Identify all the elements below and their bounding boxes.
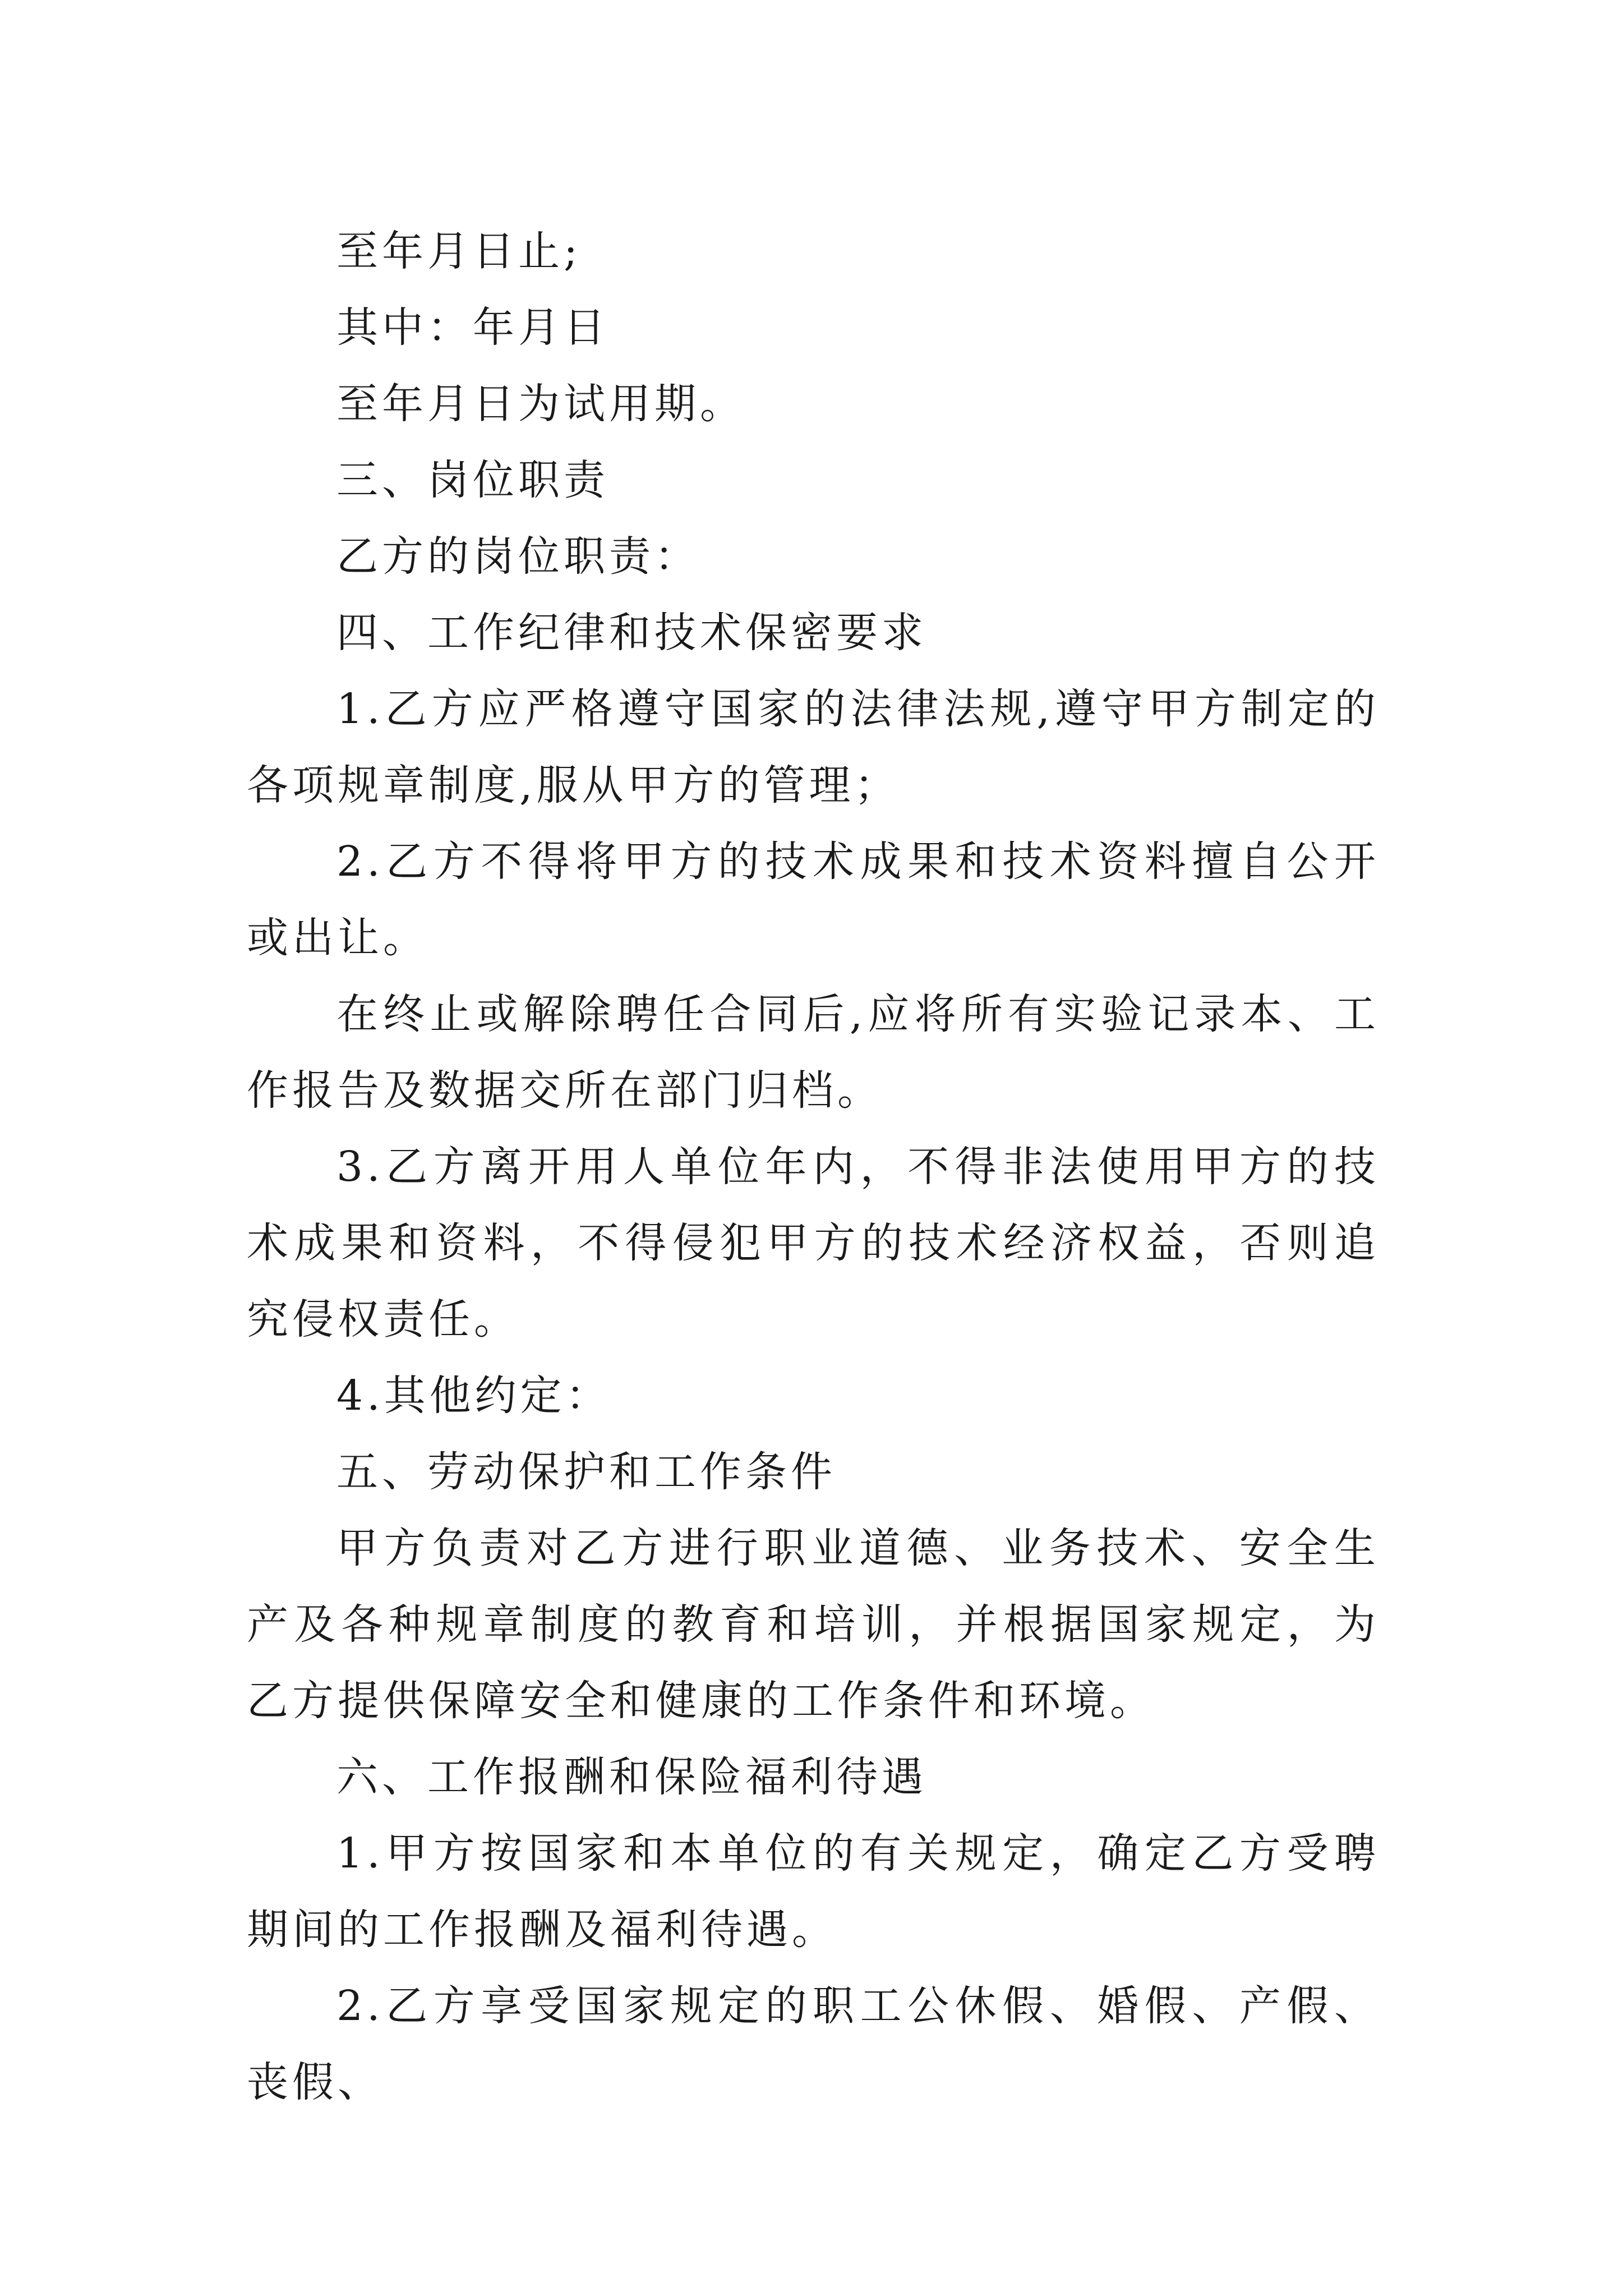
section-heading-discipline: 四、工作纪律和技术保密要求 — [336, 609, 927, 657]
document-body — [247, 213, 1380, 2120]
section-heading-protection: 五、劳动保护和工作条件 — [336, 1448, 836, 1496]
paragraph-discipline-2: 2.乙方不得将甲方的技术成果和技术资料擅自公开或出让。 — [247, 838, 1380, 962]
paragraph-protection: 甲方负责对乙方进行职业道德、业务技术、安全生产及各种规章制度的教育和培训，并根据国家规定，为乙方提供保障安全和健康的工作条件和环境。 — [247, 1524, 1380, 1725]
paragraph-discipline-4: 4.其他约定： — [336, 1372, 611, 1420]
paragraph-compensation-2: 2.乙方享受国家规定的职工公休假、婚假、产假、丧假、 — [247, 1982, 1380, 2106]
section-heading-compensation: 六、工作报酬和保险福利待遇 — [336, 1753, 927, 1801]
paragraph-duties: 乙方的岗位职责： — [336, 532, 700, 581]
paragraph-discipline-3: 3.乙方离开用人单位年内，不得非法使用甲方的技术成果和资料，不得侵犯甲方的技术经济权益，否则追究侵权责任。 — [247, 1143, 1380, 1343]
paragraph-archive: 在终止或解除聘任合同后,应将所有实验记录本、工作报告及数据交所在部门归档。 — [247, 990, 1380, 1115]
paragraph-term-end: 至年月日止; — [336, 227, 582, 275]
paragraph-compensation-1: 1.甲方按国家和本单位的有关规定，确定乙方受聘期间的工作报酬及福利待遇。 — [247, 1829, 1380, 1954]
section-heading-duties: 三、岗位职责 — [336, 456, 609, 504]
paragraph-probation-start: 其中：年月日 — [336, 303, 609, 352]
paragraph-probation-end: 至年月日为试用期。 — [336, 380, 745, 428]
paragraph-discipline-1: 1.乙方应严格遵守国家的法律法规,遵守甲方制定的各项规章制度,服从甲方的管理； — [247, 685, 1380, 809]
